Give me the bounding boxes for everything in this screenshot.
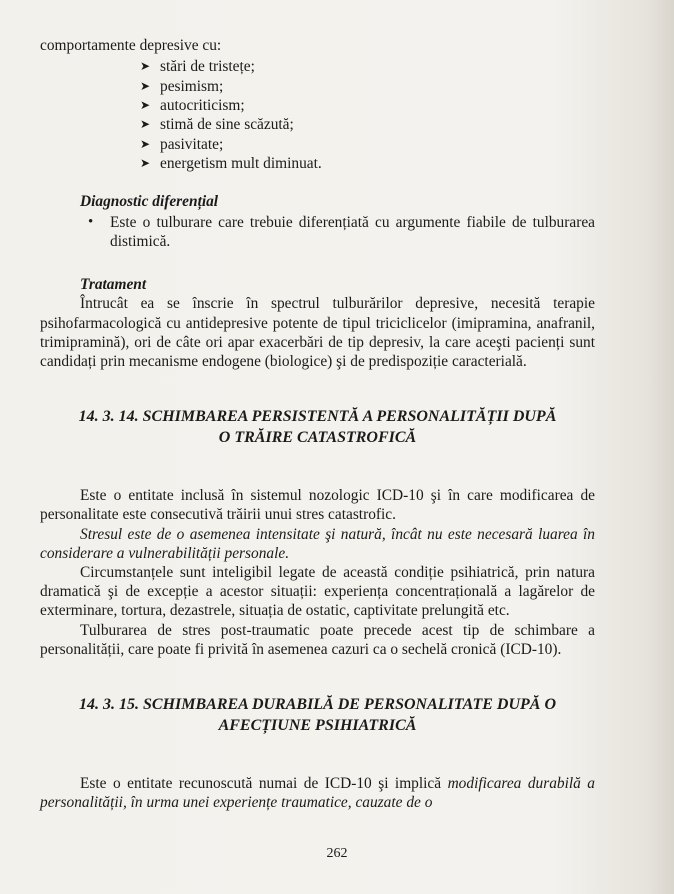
list-item: ➤ stări de tristețe; — [140, 58, 255, 76]
page-number: 262 — [326, 846, 348, 861]
arrow-bullet-icon: ➤ — [140, 98, 151, 113]
diagnostic-bullet: • Este o tulburare care trebuie diferențiată cu argumente fiabile de tulburarea distimică. — [88, 213, 595, 251]
section-14-3-15-body — [40, 774, 595, 812]
paragraph: Circumstanțele sunt inteligibil legate de această condiție psihiatrică, prin natura dramatică şi de excepție a acestor situații: experiența concentrațională a lagărelor de exterminare, tortura, dezastrele, situația de ostatic, captivitate prelungită etc. — [40, 564, 595, 620]
list-item: ➤ pesimism; — [140, 77, 224, 95]
arrow-bullet-icon: ➤ — [140, 59, 151, 74]
page-text — [40, 36, 595, 813]
intro-line: comportamente depresive cu: — [40, 37, 222, 54]
symptom-list — [140, 57, 595, 173]
section-14-3-14-body — [40, 486, 595, 659]
list-item: ➤ energetism mult diminuat. — [140, 155, 322, 173]
treatment-paragraph: Întrucât ea se înscrie în spectrul tulburărilor depresive, necesită terapie psihofarmacologică cu antidepresive potente de tipul triciclicelor (imipramina, anafranil, trimipramină), ori de câte ori apar exacerbări de tip depresiv, la care aceşti pacienți sunt candidați prin mecanisme endogene (biologice) şi de predispoziție caracterială. — [40, 295, 595, 371]
list-item: ➤ stimă de sine scăzută; — [140, 116, 294, 134]
paragraph: Este o entitate inclusă în sistemul nozologic ICD-10 şi în care modificarea de personalitate este consecutivă trăirii unui stres catastrofic. — [40, 487, 595, 524]
arrow-bullet-icon: ➤ — [140, 156, 151, 171]
treatment-heading: Tratament — [80, 276, 147, 294]
arrow-bullet-icon: ➤ — [140, 136, 151, 151]
section-heading-14-3-15: 14. 3. 15. SCHIMBAREA DURABILĂ DE PERSONALITATE DUPĂ O AFECȚIUNE PSIHIATRICĂ — [79, 696, 556, 735]
paragraph: Tulburarea de stres post-traumatic poate precede acest tip de schimbare a personalității, care poate fi privită în asemenea cazuri ca o sechelă cronică (ICD-10). — [40, 621, 595, 658]
arrow-bullet-icon: ➤ — [140, 117, 151, 132]
diagnostic-heading: Diagnostic diferențial — [80, 192, 219, 210]
bullet-dot-icon: • — [88, 213, 94, 230]
section-heading-14-3-14: 14. 3. 14. SCHIMBAREA PERSISTENTĂ A PERSONALITĂȚII DUPĂ O TRĂIRE CATASTROFICĂ — [78, 408, 557, 447]
list-item: ➤ autocriticism; — [140, 97, 245, 115]
arrow-bullet-icon: ➤ — [140, 78, 151, 93]
paragraph-italic: Stresul este de o asemenea intensitate şi natură, încât nu este necesară luarea în considerare a vulnerabilității personale. — [40, 525, 595, 562]
paragraph: Este o entitate recunoscută numai de ICD-10 şi implică modificarea durabilă a personalității, în urma unei experiențe traumatice, cauzate de o — [40, 775, 595, 812]
list-item: ➤ pasivitate; — [140, 135, 224, 153]
